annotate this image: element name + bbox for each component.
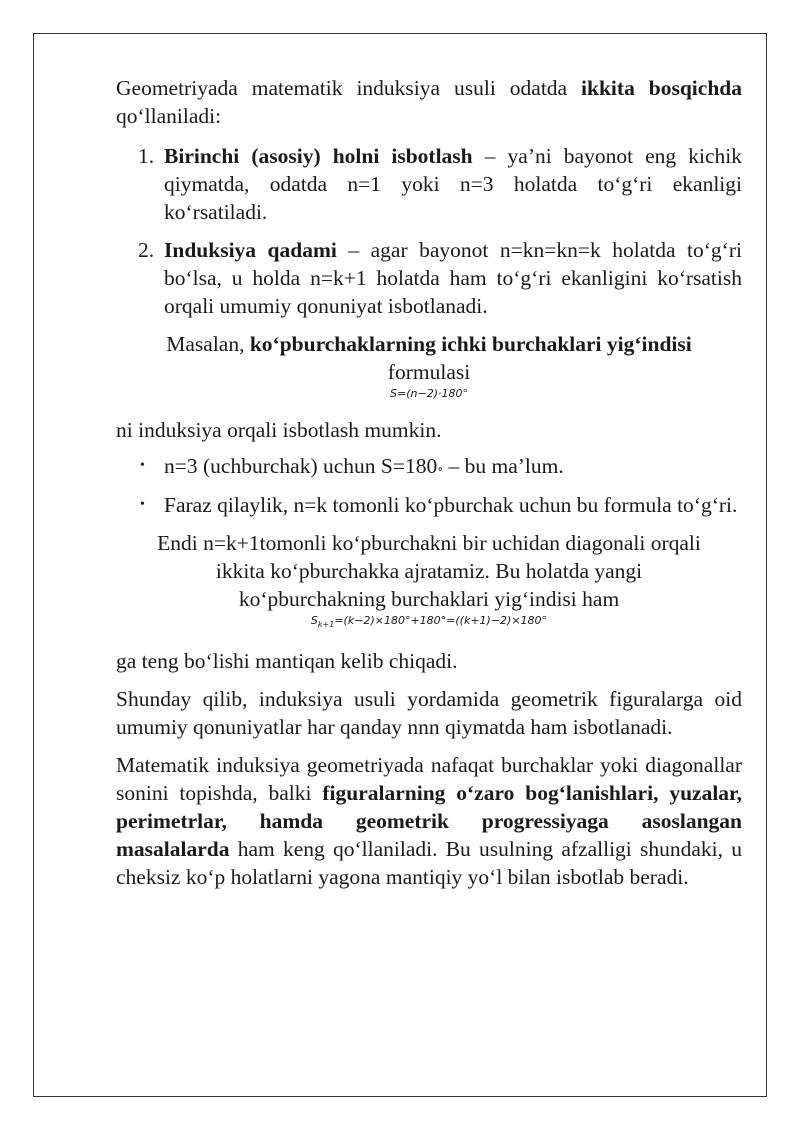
step-title: Induksiya qadami: [164, 238, 337, 262]
intro-text: Geometriyada matematik induksiya usuli odatda: [116, 76, 582, 100]
angle-sum-formula: S=(n−2)·180°: [390, 387, 468, 400]
example-heading: [116, 330, 742, 358]
formula-subscript: k+1: [317, 620, 335, 630]
formula-symbol: S: [310, 614, 318, 627]
example-bold: ko‘pburchaklarning ichki burchaklari yig‘indisi: [249, 332, 692, 356]
bullet-text: n=3 (uchburchak) uchun S=180: [164, 454, 438, 478]
list-number: 1.: [138, 144, 155, 168]
intro-text-end: qo‘llaniladi:: [116, 104, 222, 128]
list-item: [116, 142, 742, 226]
bullet-dot: •: [140, 458, 145, 473]
bullet-dot: •: [140, 497, 145, 512]
example-line2: formulasi: [387, 360, 471, 384]
document-body: [116, 74, 742, 891]
list-item: [116, 452, 742, 483]
step-title: Birinchi (asosiy) holni isbotlash: [164, 144, 473, 168]
final-bold: figuralarning o‘zaro bog‘lanishlari, yuzalar, perimetrlar, hamda geometrik progressiyaga asoslangan masalalarda: [116, 781, 742, 862]
induction-line1: Endi n=k+1tomonli ko‘pburchakni bir uchidan diagonali orqali: [157, 531, 701, 555]
step-text: – ya’ni bayonot eng kichik qiymatda, odatda n=1 yoki n=3 holatda to‘g‘ri ekanligi ko‘rsatiladi.: [164, 144, 742, 224]
step-text: – agar bayonot n=kn=kn=k holatda to‘g‘ri bo‘lsa, u holda n=k+1 holatda ham to‘g‘ri ekanligini ko‘rsatish orqali umumiy qonuniyat isbotlanadi.: [164, 238, 742, 318]
bullet-text: Faraz qilaylik, n=k tomonli ko‘pburchak uchun bu formula to‘g‘ri.: [164, 493, 738, 517]
steps-list: [116, 142, 742, 320]
list-item: [116, 236, 742, 320]
final-paragraph: [116, 751, 742, 891]
induction-line2: ikkita ko‘pburchakka ajratamiz. Bu holatda yangi: [215, 559, 643, 583]
formula-body: =(k−2)×180°+180°=((k+1)−2)×180°: [334, 614, 548, 627]
degree-mark: ∘: [437, 462, 444, 476]
example-prefix: Masalan,: [166, 332, 250, 356]
final-text: Matematik induksiya geometriyada nafaqat burchaklar yoki diagonallar sonini topishda, balki: [116, 753, 742, 806]
list-number: 2.: [138, 238, 155, 262]
intro-bold: ikkita bosqichda: [581, 76, 742, 100]
conclusion-paragraph: Shunday qilib, induksiya usuli yordamida geometrik figuralarga oid umumiy qonuniyatlar har qanday nnn qiymatda ham isbotlanadi.: [116, 687, 742, 740]
intro-paragraph: [116, 74, 742, 130]
bullet-text-end: – bu ma’lum.: [443, 454, 564, 478]
final-text-end: ham keng qo‘llaniladi. Bu usulning afzalligi shundaki, u cheksiz ko‘p holatlarni yagona mantiqiy yo‘l bilan isbotlab beradi.: [116, 837, 742, 890]
induction-line3: ko‘pburchakning burchaklari yig‘indisi ham: [238, 587, 620, 611]
example-after: ni induksiya orqali isbotlash mumkin.: [116, 418, 442, 442]
induction-after: ga teng bo‘lishi mantiqan kelib chiqadi.: [116, 649, 458, 674]
bullet-list: [116, 452, 742, 519]
induction-formula: [116, 613, 742, 633]
list-item: [116, 491, 742, 519]
